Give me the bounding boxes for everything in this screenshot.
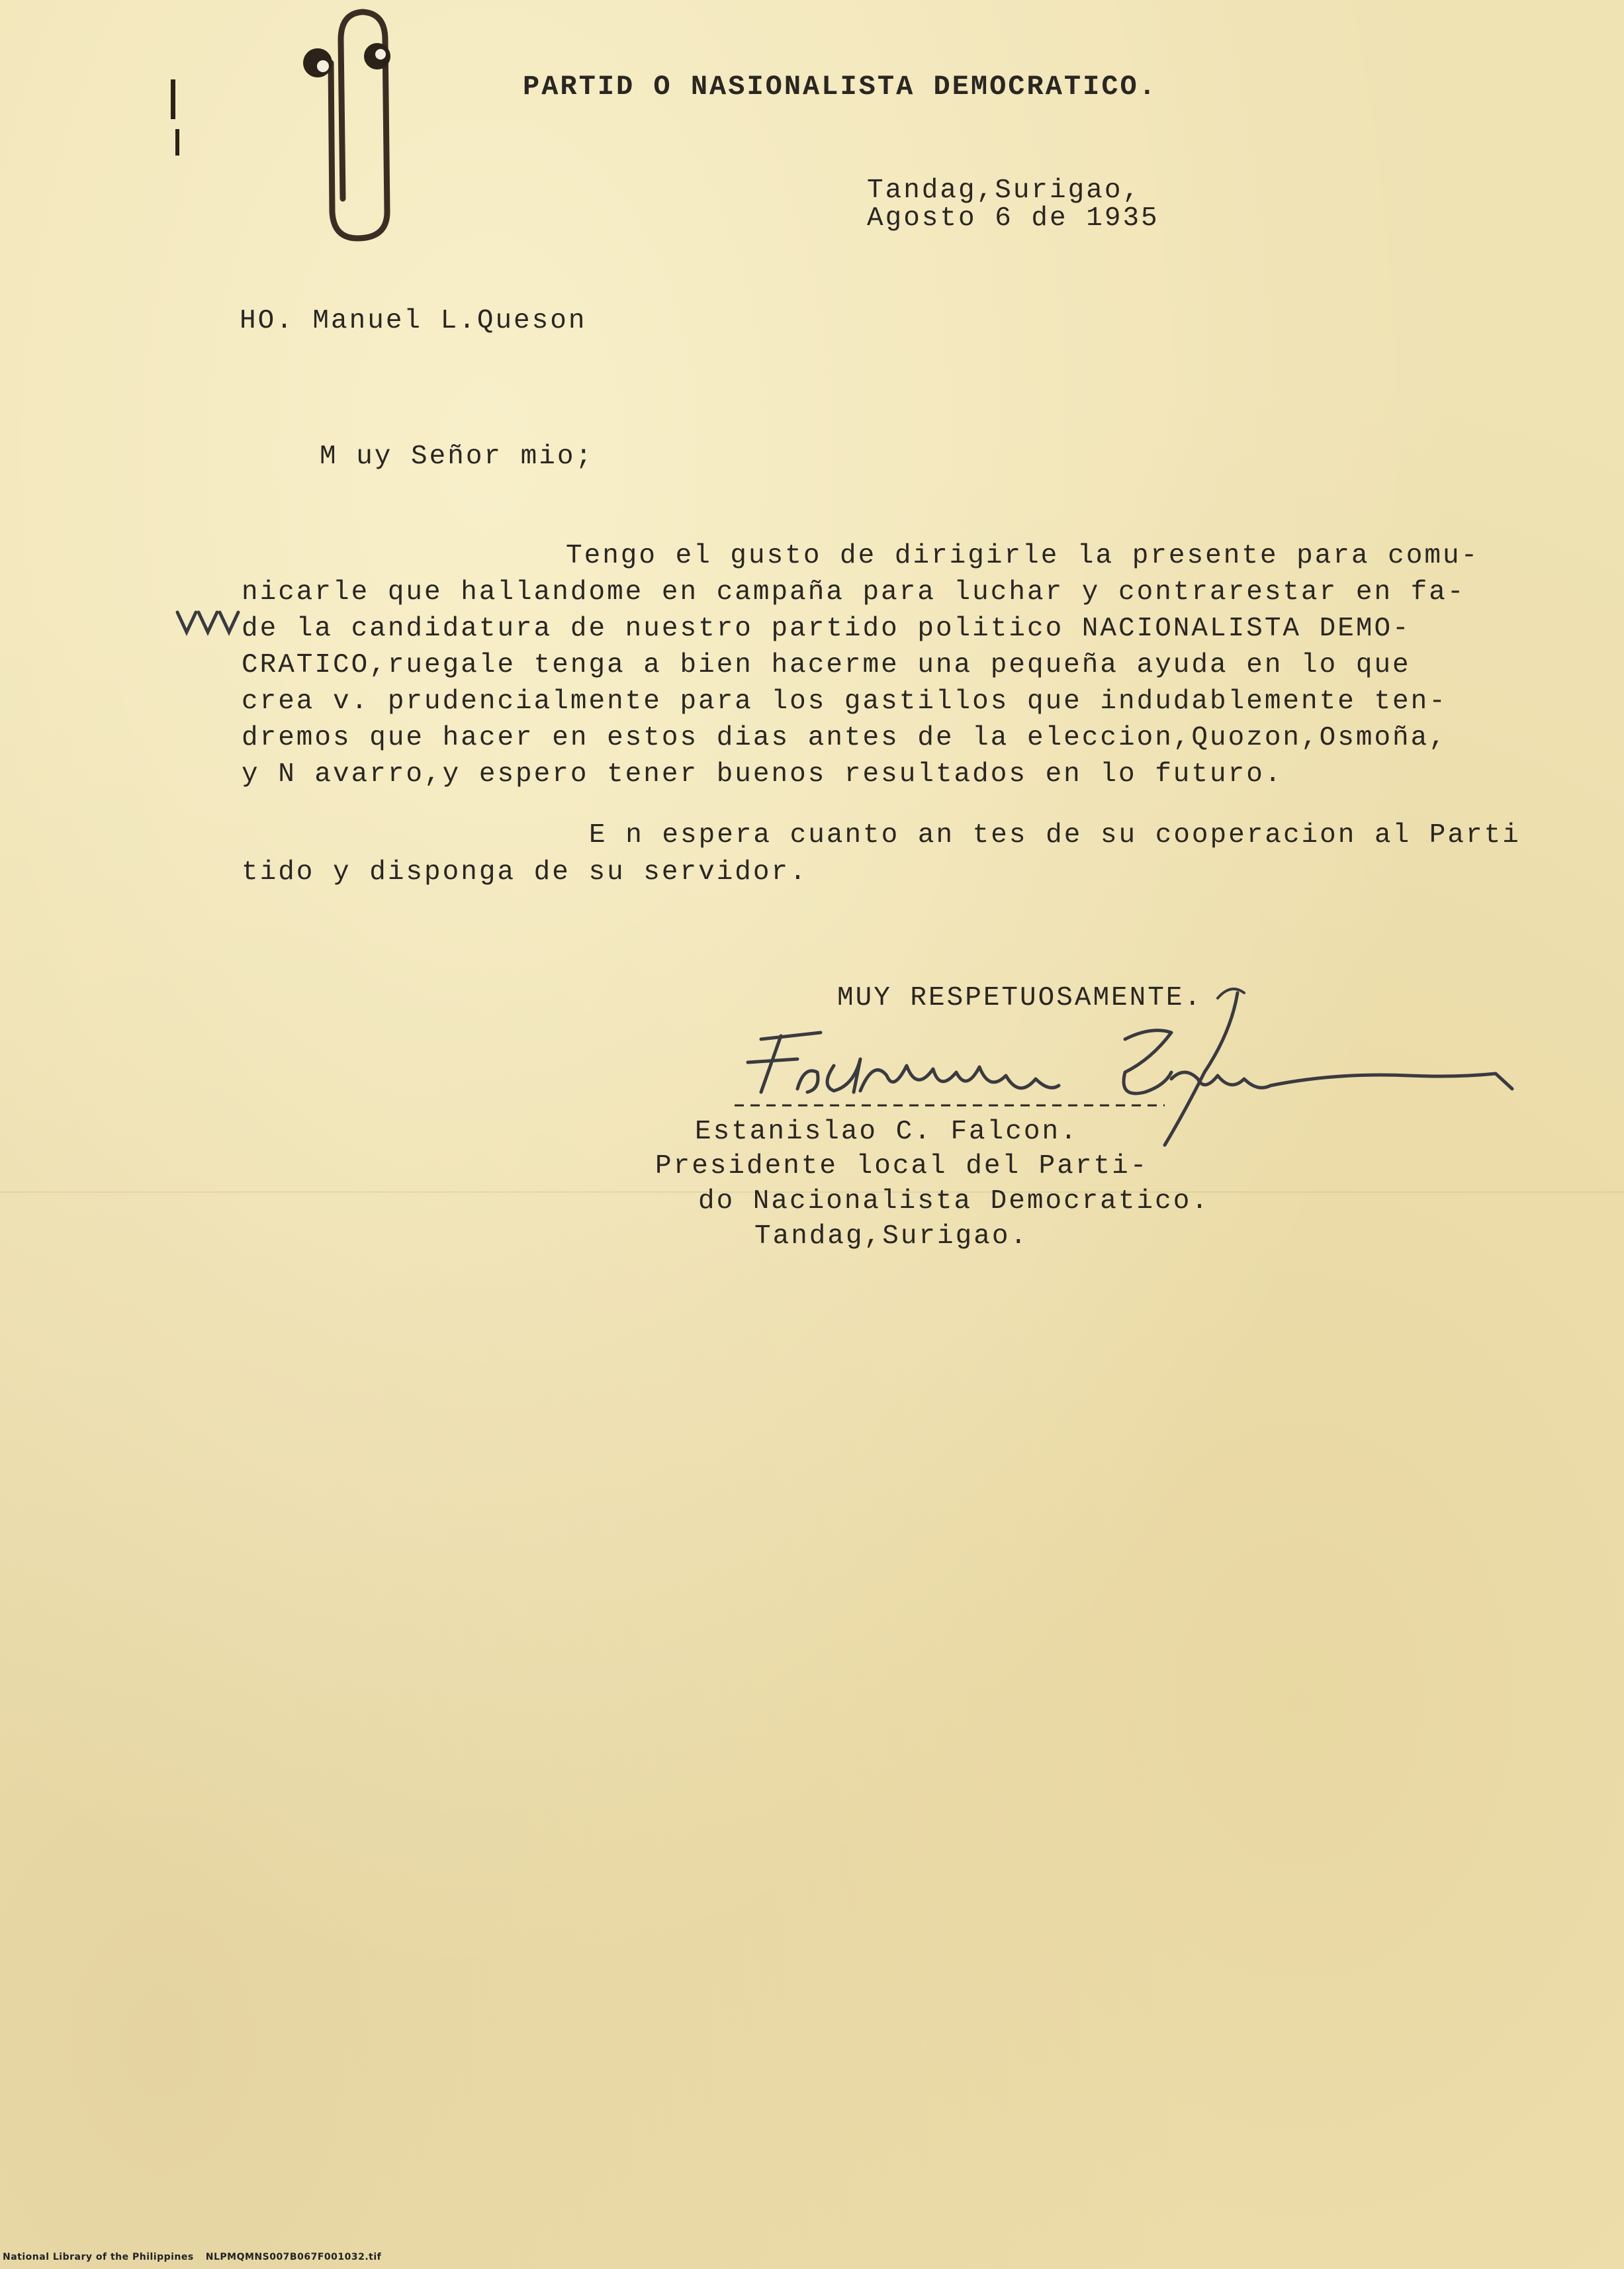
rust-stain-icon: [171, 43, 390, 156]
signature-title: Presidente local del Parti-: [655, 1151, 1149, 1181]
archive-footer: [3, 2252, 381, 2262]
footer-institution: National Library of the Philippines: [3, 2252, 194, 2262]
body-line: dremos que hacer en estos dias antes de la eleccion,Quozon,Osmoña,: [242, 723, 1447, 753]
body-line: Tengo el gusto de dirigirle la presente para comu-: [566, 541, 1480, 571]
signature-party: do Nacionalista Democratico.: [698, 1186, 1210, 1217]
underline-mark-icon: [1218, 989, 1244, 998]
date-line: Agosto 6 de 1935: [867, 203, 1159, 234]
signoff: MUY RESPETUOSAMENTE.: [837, 983, 1203, 1013]
footer-file-id: NLPMQMNS007B067F001032.tif: [205, 2252, 382, 2262]
signature-name: Estanislao C. Falcon.: [695, 1117, 1079, 1147]
body-line: de la candidatura de nuestro partido politico NACIONALISTA DEMO-: [242, 614, 1411, 644]
signature-place: Tandag,Surigao.: [754, 1221, 1029, 1252]
closing-line: E n espera cuanto an tes de su cooperacion al Parti: [589, 820, 1521, 851]
body-line: nicarle que hallandome en campaña para luchar y contrarestar en fa-: [242, 577, 1466, 608]
body-line: y N avarro,y espero tener buenos resultados en lo futuro.: [242, 759, 1283, 790]
recipient: HO. Manuel L.Queson: [240, 306, 587, 336]
body-line: crea v. prudencialmente para los gastillos que indudablemente ten-: [242, 686, 1447, 717]
place-line: Tandag,Surigao,: [867, 175, 1142, 206]
margin-mark-icon: [177, 612, 238, 632]
salutation: M uy Señor mio;: [320, 441, 594, 472]
body-line: CRATICO,ruegale tenga a bien hacerme una pequeña ayuda en lo que: [242, 650, 1411, 680]
letterhead: PARTID O NASIONALISTA DEMOCRATICO.: [523, 71, 1157, 103]
closing-line: tido y disponga de su servidor.: [242, 857, 808, 888]
